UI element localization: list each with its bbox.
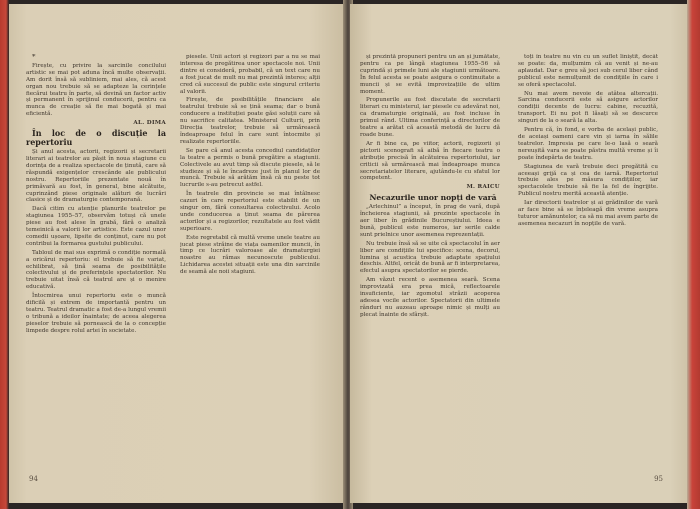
left-page-column-2 (180, 54, 320, 464)
author-signature: AL. DIMA (133, 120, 166, 127)
left-page-column-1 (26, 54, 166, 464)
paragraph: Nu mai avem nevoie de atâtea altercații. Sarcina conducerii este să asigure actorilor condiții decente de lucru: cabine, recuzită, transport. Ei nu pot fi lăsați să se descurce singuri de la o seară la alta. (518, 90, 658, 125)
left-page (9, 4, 346, 503)
author-signature: M. RAICU (466, 184, 500, 191)
paragraph: În teatrele din provincie se mai întâlnesc cazuri în care repertoriul este stabilit de un singur om, fără consultarea colectivului. Acolo unde conducerea a ținut seama de părerea actorilor și a regizorilor, rezultatele au fost vădit superioare. (180, 191, 320, 232)
paragraph: Pentru că, în fond, e vorba de același public, de aceiași oameni care vin și iarna în sălile teatrelor. Impresia pe care le-o lasă o seară nereușită vara se poate păstra multă vreme și îi poate îndepărta de teatru. (518, 127, 658, 161)
book-cover-edge (687, 0, 700, 509)
article-heading: Necazurile unor nopți de vară (369, 193, 497, 203)
asterisk-ornament: * (32, 54, 36, 61)
paragraph: Tabloul de mai sus exprimă o condiție normală a oricărui repertoriu: el trebuie să fie variat, echilibrat, să țină seama de posibilitățile colectivului și de preferințele spectatorilor. Nu trebuie uitat însă că teatrul are și o menire educativă. (26, 249, 166, 291)
paragraph: Întocmirea unui repertoriu este o muncă dificilă și extrem de importantă pentru un teatru. Teatrul dramatic a fost de-a lungul vremii o tribună a ideilor înaintate; de aceea alegerea pieselor trebuie să pornească de la o concepție limpede despre rolul artei în societate. (26, 293, 166, 334)
paragraph: Propunerile au fost discutate de secretarii literari cu ministerul, iar piesele cu adevărat noi, ca dramaturgie originală, au fost incluse în primul rând. Ultima conferință a directorilor de teatre a arătat că această metodă de lucru dă roade bune. (360, 97, 500, 138)
right-page-column-2 (518, 54, 658, 464)
paragraph: Iar directorii teatrelor și ai grădinilor de vară ar face bine să se înțeleagă din vreme asupra tuturor amănuntelor, ca să nu mai avem parte de asemenea necazuri în nopțile de vară. (518, 200, 658, 227)
paragraph: Stagiunea de vară trebuie deci pregătită cu aceeași grijă ca și cea de iarnă. Repertoriul trebuie ales pe măsura condițiilor, iar spectacolele trebuie să fie la fel de îngrijite. Publicul nostru merită această atenție. (518, 163, 658, 198)
page-number: 95 (654, 475, 663, 483)
paragraph: toți în teatre nu vin cu un suflet liniștit, decât se poate: da, mulțumim că au venit și ne-au aplaudat. Dar e greu să joci sub cerul liber când publicul este nemulțumit de condițiile în care i se oferă spectacolul. (518, 54, 658, 88)
paragraph: Am văzut recent o asemenea seară. Scena improvizată era prea mică, reflectoarele insuficiente, iar zgomotul străzii acoperea adesea vocile actorilor. Spectatorii din ultimele rânduri nu auzeau aproape nimic și mulți au plecat înainte de sfârșit. (360, 277, 500, 318)
paragraph: Firește, de posibilitățile financiare ale teatrului trebuie să se țină seama; dar o bună conducere a instituției poate găsi soluții care să nu sacrifice calitatea. Ministerul Culturii, prin Direcția teatrelor, trebuie să urmărească îndeaproape felul în care sunt întocmite și realizate repertoriile. (180, 97, 320, 145)
paragraph: Se pare că anul acesta concediul candidaților la teatre a permis o bună pregătire a stagiunii. Colectivele au avut timp să discute piesele, să le studieze și să le încadreze just în planul lor de muncă. Trebuie să arătăm însă că nu peste tot lucrurile s-au petrecut astfel. (180, 147, 320, 189)
right-page (350, 4, 687, 503)
page-number: 94 (29, 475, 38, 483)
paragraph: și prezintă propuneri pentru un an și jumătate, pentru ca pe lângă stagiunea 1955–56 să cuprindă și primele luni ale stagiunii următoare. În felul acesta se poate asigura o continuitate a muncii și se evită improvizațiile de ultim moment. (360, 54, 500, 95)
paragraph: Este regretabil că multă vreme unele teatre au jucat piese străine de viața oamenilor muncii, în timp ce lucrări valoroase ale dramaturgiei noastre au rămas necunoscute publicului. Lichidarea acestei situații este una din sarcinile de seamă ale noii stagiuni. (180, 234, 320, 276)
paragraph: Dacă citim cu atenție planurile teatrelor pe stagiunea 1955–57, observăm totuși că unele piese au fost alese în grabă, fără o analiză temeinică a valorii lor artistice. Este cazul unor comedii ușoare, lipsite de conținut, care nu pot contribui la formarea gustului publicului. (26, 206, 166, 247)
right-page-column-1 (360, 54, 500, 464)
paragraph: „Arlechinul” a început, în prag de vară, după încheierea stagiunii, să prezinte spectacole în aer liber în grădinile Bucureștiului. Ideea e bună, publicul este numeros, iar serile calde sunt prielnice unor asemenea reprezentații. (360, 204, 500, 238)
paragraph: Nu trebuie însă să se uite că spectacolul în aer liber are condițiile lui specifice: scena, decorul, lumina și acustica trebuie adaptate spațiului deschis. Altfel, oricât de bună ar fi interpretarea, efectul asupra spectatorilor se pierde. (360, 240, 500, 275)
paragraph: Și anul acesta, actorii, regizorii și secretarii literari ai teatrelor au pășit în noua stagiune cu dorința de a realiza spectacole de ținută, care să răspundă exigențelor crescânde ale publicului nostru. Repertoriile prezentate nouă în primăvară au fost, în general, bine alcătuite, cuprinzând piese originale alături de lucrări clasice și de dramaturgie contemporană. (26, 149, 166, 204)
article-heading: În loc de o discuție la repertoriu (26, 128, 166, 148)
paragraph: Ar fi bine ca, pe viitor, actorii, regizorii și pictorii scenografi să aibă în fiecare teatru o atribuție precisă în alcătuirea repertoriului, iar criticii să urmărească mai îndeaproape munca secretariatelor literare, ajutându-le cu sfatul lor competent. (360, 140, 500, 182)
paragraph: Firește, cu privire la sarcinile concilului artistic se mai pot aduna încă multe observații. Am dorit însă să subliniem, mai ales, că acest organ nou trebuie să se adapteze la cerințele fiecărui teatru în parte, să devină un factor activ și permanent în sprijinul conducerii, pentru ca munca de creație să fie mai bogată și mai eficientă. (26, 62, 166, 118)
paragraph: piesele. Unii actori și regizori par a nu se mai interesa de pregătirea unor spectacole noi. Unii dintre ei consideră, probabil, că un text care nu a fost jucat de mult nu mai prezintă interes; alții cred că succesul de public este singurul criteriu al valorii. (180, 54, 320, 95)
